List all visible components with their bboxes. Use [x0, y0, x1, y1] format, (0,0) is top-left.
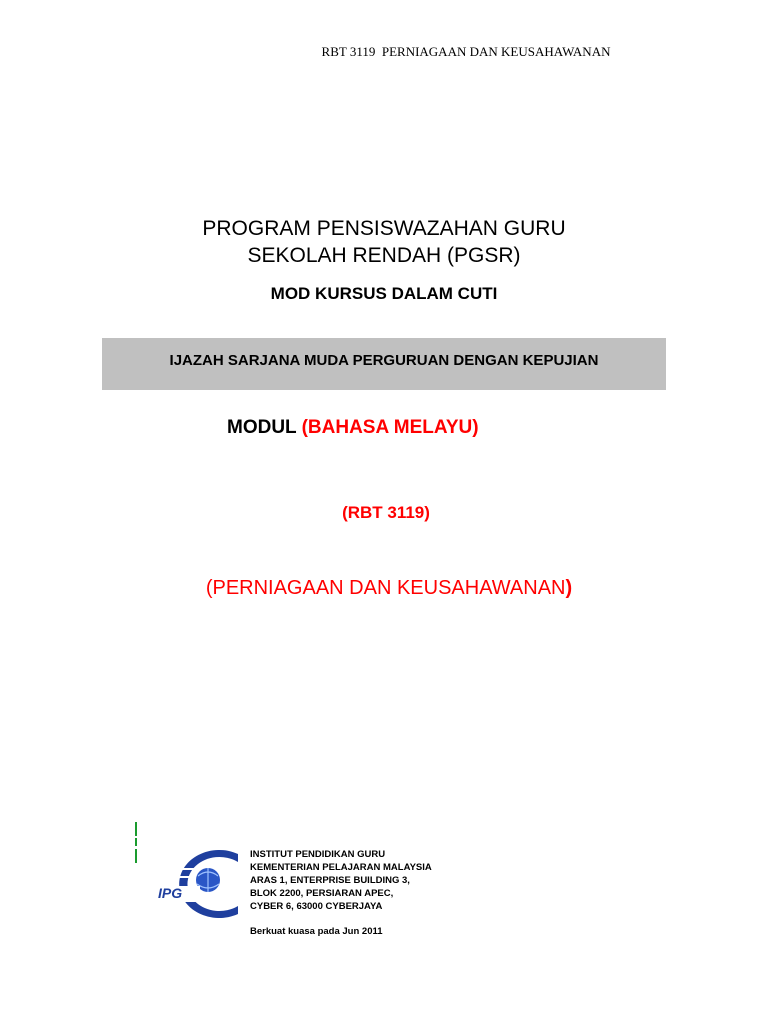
address-line: CYBER 6, 63000 CYBERJAYA	[250, 901, 383, 912]
address-line: INSTITUT PENDIDIKAN GURU	[250, 849, 386, 860]
ipg-logo-icon	[150, 846, 242, 922]
degree-title: IJAZAH SARJANA MUDA PERGURUAN DENGAN KEPUJIAN	[169, 352, 599, 369]
green-mark-middle	[135, 838, 137, 846]
course-name	[0, 577, 768, 600]
course-name-close: )	[565, 577, 573, 599]
course-name-text: (PERNIAGAAN DAN KEUSAHAWANAN	[205, 577, 566, 599]
program-title-line2: SEKOLAH RENDAH (PGSR)	[247, 244, 521, 267]
green-mark-top	[135, 822, 137, 836]
modul-line	[227, 417, 479, 439]
program-title-line1: PROGRAM PENSISWAZAHAN GURU	[202, 217, 566, 240]
running-header: RBT 3119 PERNIAGAAN DAN KEUSAHAWANAN	[321, 44, 611, 59]
address-line: KEMENTERIAN PELAJARAN MALAYSIA	[250, 862, 432, 873]
modul-subject: (BAHASA MELAYU)	[301, 417, 479, 438]
modul-label: MODUL	[227, 417, 297, 438]
course-mode: MOD KURSUS DALAM CUTI	[270, 284, 498, 303]
green-mark-bottom	[135, 849, 137, 863]
validity-note: Berkuat kuasa pada Jun 2011	[250, 926, 383, 937]
address-line: BLOK 2200, PERSIARAN APEC,	[250, 888, 394, 899]
logo-text: IPG	[158, 885, 183, 901]
course-code: (RBT 3119)	[342, 503, 430, 522]
institution-address	[250, 848, 432, 913]
address-line: ARAS 1, ENTERPRISE BUILDING 3,	[250, 875, 410, 886]
